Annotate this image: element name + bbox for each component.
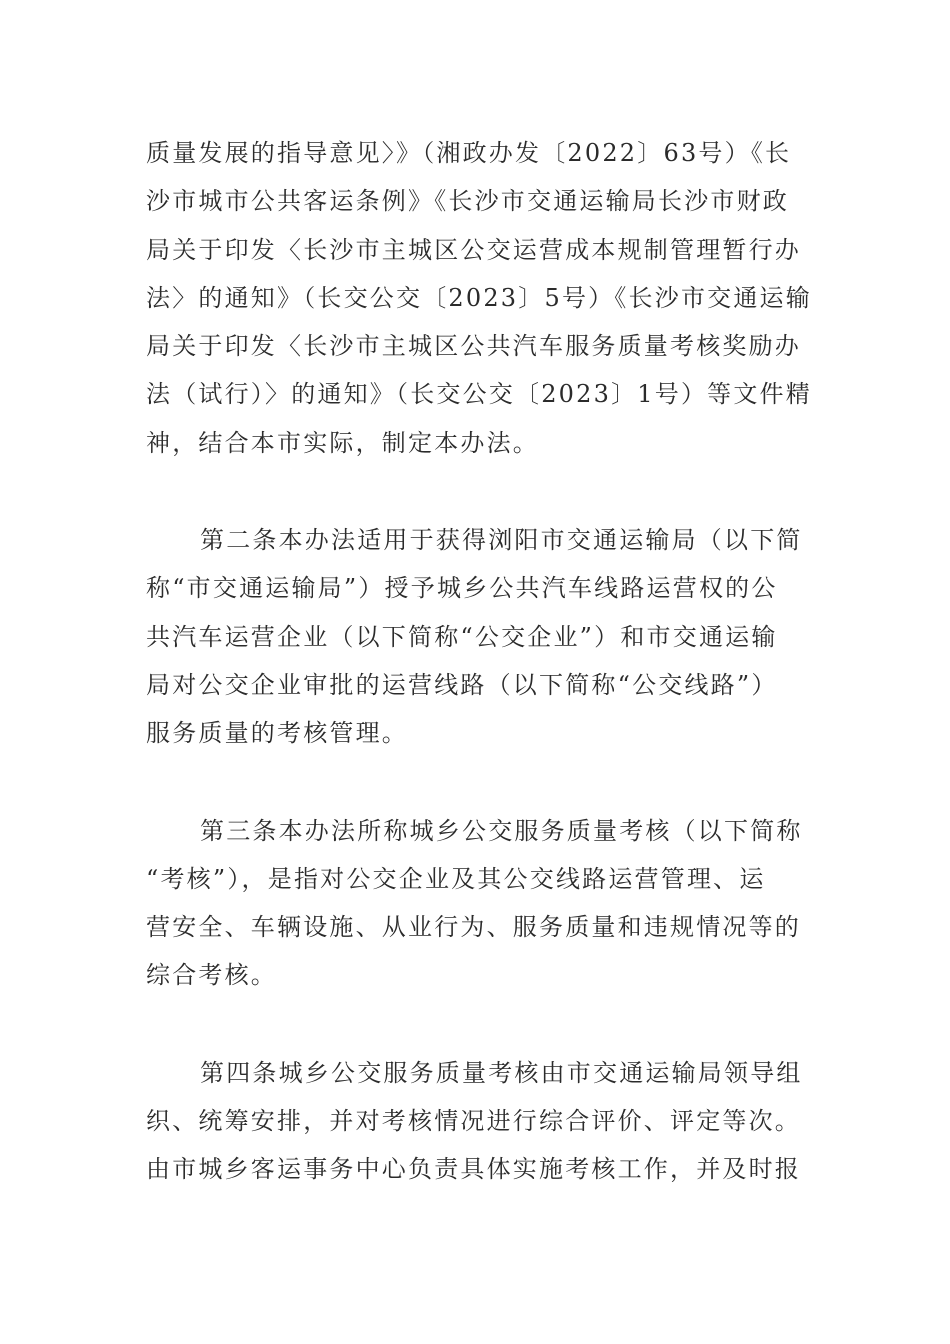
paragraph-spacer <box>146 467 806 516</box>
text-line: 质量发展的指导意见〉》（湘政办发〔2022〕63号）《长 <box>146 139 792 167</box>
paragraph-spacer <box>146 1000 806 1049</box>
text-line: 第三条本办法所称城乡公交服务质量考核（以下简称 <box>200 816 803 845</box>
text-line: 由市城乡客运事务中心负责具体实施考核工作，并及时报 <box>146 1155 801 1184</box>
text-line: 称“市交通运输局”）授予城乡公共汽车线路运营权的公 <box>146 574 778 603</box>
document-body <box>146 129 812 1194</box>
text-line: 服务质量的考核管理。 <box>146 719 408 748</box>
text-line: 综合考核。 <box>146 961 277 990</box>
text-line: 第二条本办法适用于获得浏阳市交通运输局（以下简 <box>200 526 803 555</box>
text-line: “考核”），是指对公交企业及其公交线路运营管理、运 <box>146 864 766 893</box>
paragraph-article-3 <box>146 807 806 1000</box>
text-line: 神，结合本市实际，制定本办法。 <box>146 428 539 457</box>
text-line: 织、统筹安排，并对考核情况进行综合评价、评定等次。 <box>146 1107 801 1136</box>
text-line: 法〉的通知》（长交公交〔2023〕5号）《长沙市交通运输 <box>146 283 812 312</box>
paragraph-article-2 <box>146 516 806 757</box>
text-line: 局对公交企业审批的运营线路（以下简称“公交线路”） <box>146 670 778 699</box>
text-line: 共汽车运营企业（以下简称“公交企业”）和市交通运输 <box>146 622 778 651</box>
text-line: 局关于印发〈长沙市主城区公共汽车服务质量考核奖励办 <box>146 332 801 361</box>
text-line: 法（试行）〉的通知》（长交公交〔2023〕1号）等文件精 <box>146 380 812 409</box>
text-line: 第四条城乡公交服务质量考核由市交通运输局领导组 <box>200 1058 803 1087</box>
text-line: 营安全、车辆设施、从业行为、服务质量和违规情况等的 <box>146 913 801 942</box>
paragraph-article-4 <box>146 1049 806 1194</box>
text-line: 沙市城市公共客运条例》《长沙市交通运输局长沙市财政 <box>146 187 789 216</box>
paragraph-continuation <box>146 129 812 467</box>
paragraph-spacer <box>146 758 806 807</box>
text-line: 局关于印发〈长沙市主城区公交运营成本规制管理暂行办 <box>146 235 801 264</box>
